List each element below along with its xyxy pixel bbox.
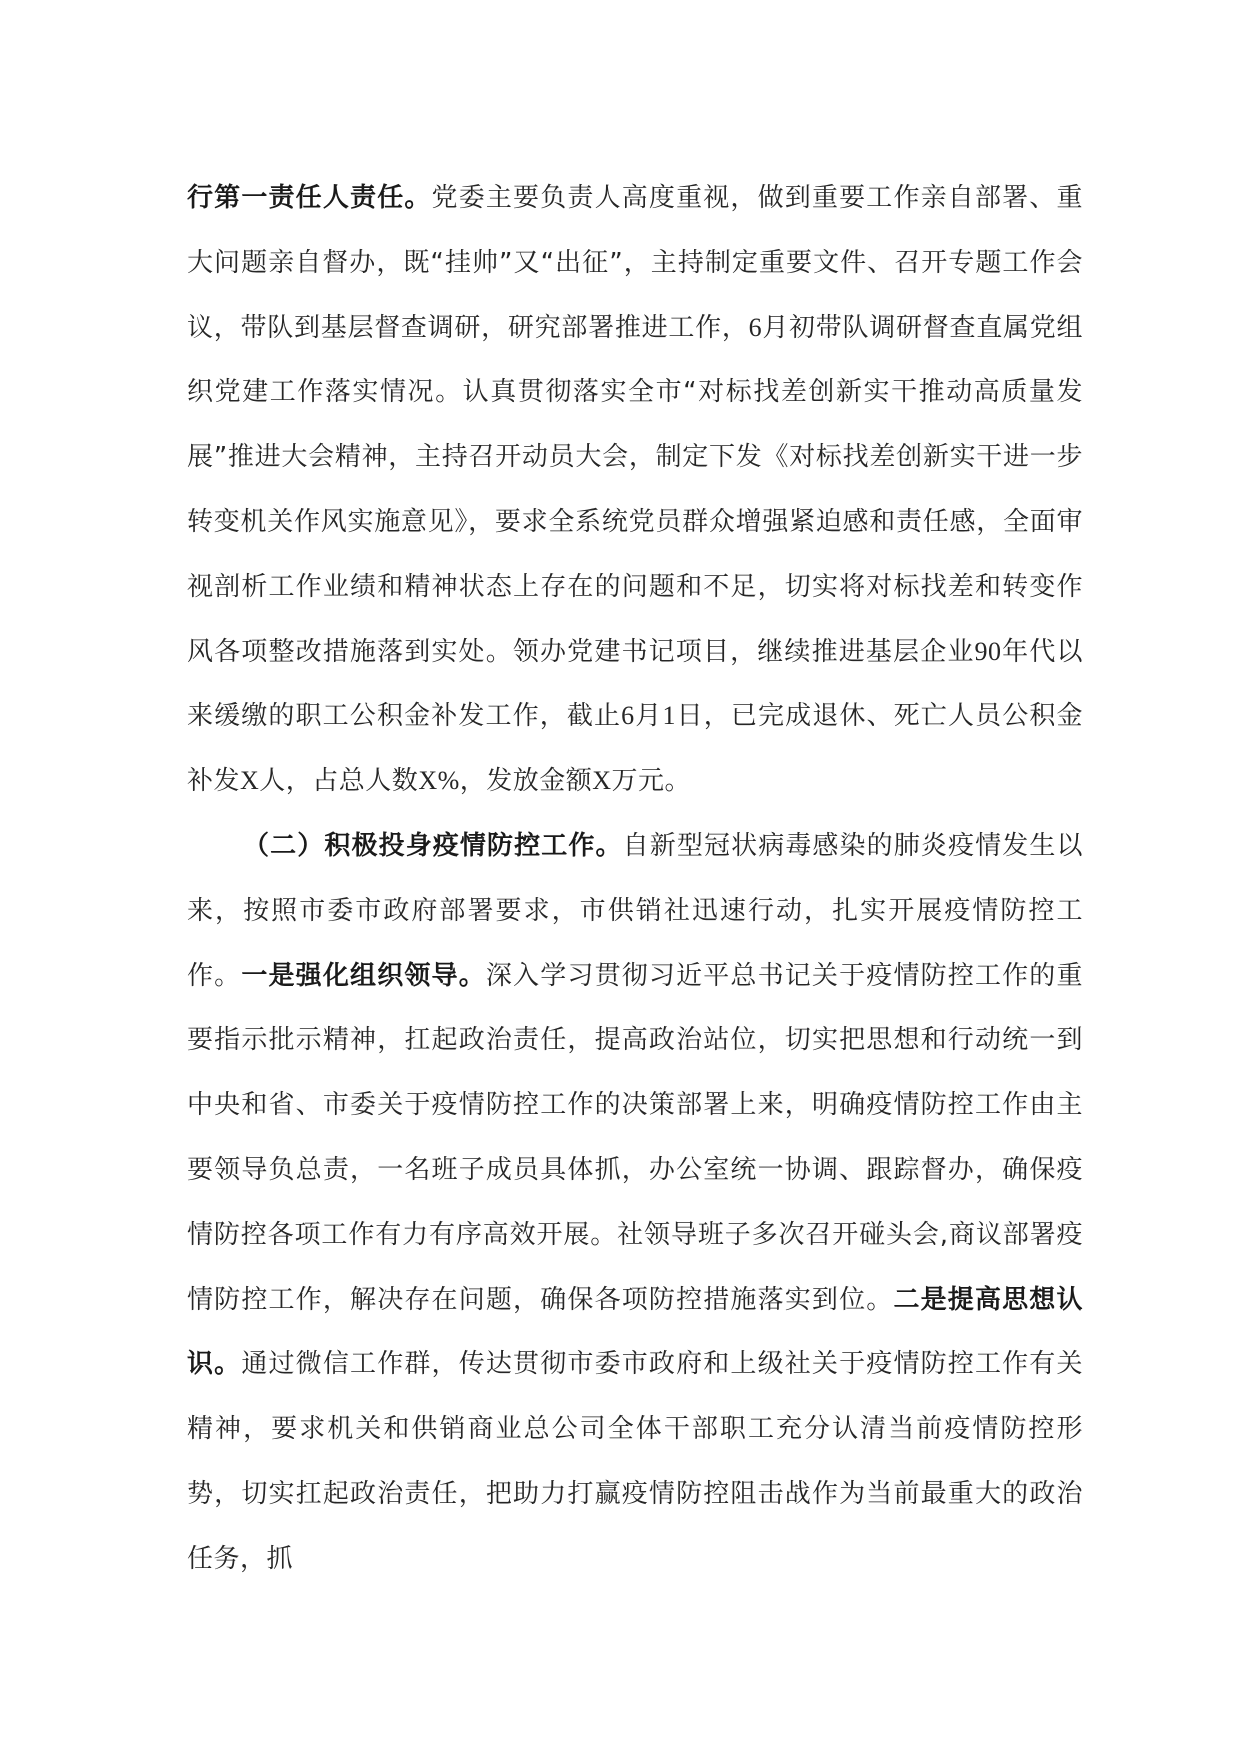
section-heading: （二）积极投身疫情防控工作。 <box>243 830 623 861</box>
paragraph-text: 年代以来缓缴的职工公积金补发工作，截止 <box>187 636 1083 732</box>
paragraph-responsibility <box>187 166 1083 814</box>
paragraph-text: 日，已完成退休、死亡人员公积金补发 <box>187 701 1083 797</box>
number-text: 6 <box>621 701 635 731</box>
paragraph-text: 深入学习贯彻习近平总书记关于疫情防控工作的重要指示批示精神，扛起政治责任，提高政治站位，切实把思想和行动统一到中央和省、市委关于疫情防控工作的决策部署上来，明确疫情防控工作由主要领导负总责，一名班子成员具体抓，办公室统一协调、跟踪督办，确保疫情防控各项工作有力有序高效开展。社领导班子多次召开碰头会,商议部署疫情防控工作，解决存在问题，确保各项防控措施落实到位。 <box>187 960 1083 1315</box>
number-text: 90 <box>974 636 1002 666</box>
paragraph-text: 万元。 <box>611 766 692 797</box>
paragraph-text: 通过微信工作群，传达贯彻市委市政府和上级社关于疫情防控工作有关精神，要求机关和供销商业总公司全体干部职工充分认清当前疫情防控形势，切实扛起政治责任，把助力打赢疫情防控阻击战作为当前最重大的政治任务，抓 <box>187 1349 1083 1574</box>
number-text: X <box>240 766 260 796</box>
paragraph-text: 人，占总人数 <box>259 766 419 797</box>
document-body <box>187 166 1083 1592</box>
paragraph-lead-bold: 行第一责任人责任。 <box>187 183 432 213</box>
number-text: 1 <box>662 701 676 731</box>
number-text: X <box>592 766 612 796</box>
number-text: X% <box>418 766 460 796</box>
paragraph-text: 月初带队调研督查直属党组织党建工作落实情况。认真贯彻落实全市“对标找差创新实干推动高质量发展”推进大会精神，主持召开动员大会，制定下发《对标找差创新实干进一步转变机关作风实施意见》，要求全系统党员群众增强紧迫感和责任感，全面审视剖析工作业绩和精神状态上存在的问题和不足，切实将对标找差和转变作风各项整改措施落到实处。领办党建书记项目，继续推进基层企业 <box>187 312 1083 667</box>
point-heading: 二是提高思想认识。 <box>187 1284 1083 1380</box>
number-text: 6 <box>748 312 763 342</box>
paragraph-epidemic-prevention <box>187 814 1083 1592</box>
paragraph-text: 党委主要负责人高度重视，做到重要工作亲自部署、重大问题亲自督办，既“挂帅”又“出征”，主持制定重要文件、召开专题工作会议，带队到基层督查调研，研究部署推进工作， <box>187 183 1083 343</box>
paragraph-text: 月 <box>634 701 663 732</box>
paragraph-text: 自新型冠状病毒感染的肺炎疫情发生以来，按照市委市政府部署要求，市供销社迅速行动，扎实开展疫情防控工作。 <box>187 830 1083 991</box>
paragraph-text: ，发放金额 <box>459 766 593 797</box>
point-heading: 一是强化组织领导。 <box>241 960 486 991</box>
